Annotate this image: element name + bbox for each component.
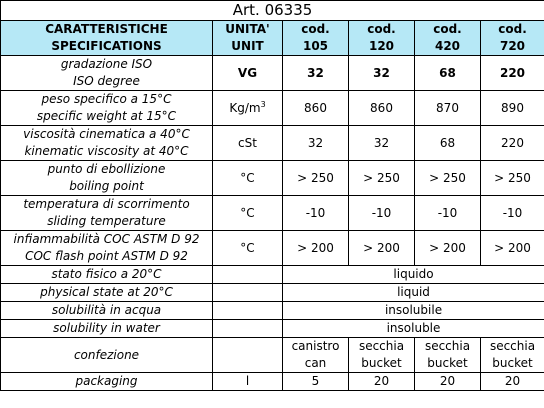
packaging-type-en: can bbox=[283, 355, 349, 373]
grade-value: 220 bbox=[481, 56, 544, 91]
header-code-number: 105 bbox=[283, 38, 349, 56]
packaging-type-it: secchia bbox=[349, 338, 415, 356]
boiling-value: > 250 bbox=[349, 161, 415, 196]
packaging-quantity: 5 bbox=[283, 373, 349, 391]
header-code-label: cod. bbox=[481, 21, 544, 39]
density-value: 890 bbox=[481, 91, 544, 126]
packaging-type-en: bucket bbox=[349, 355, 415, 373]
sliding-value: -10 bbox=[283, 196, 349, 231]
flash-value: > 200 bbox=[283, 231, 349, 266]
sliding-label-en: sliding temperature bbox=[1, 213, 213, 231]
solubility-value-en: insoluble bbox=[283, 320, 544, 338]
header-code-number: 420 bbox=[415, 38, 481, 56]
header-code-number: 720 bbox=[481, 38, 544, 56]
article-title: Art. 06335 bbox=[1, 1, 544, 21]
physical-unit-empty bbox=[213, 284, 283, 302]
solubility-label-en: solubility in water bbox=[1, 320, 213, 338]
flash-value: > 200 bbox=[481, 231, 544, 266]
grade-value: 32 bbox=[349, 56, 415, 91]
packaging-quantity: 20 bbox=[481, 373, 544, 391]
grade-unit: VG bbox=[213, 56, 283, 91]
density-unit-base: Kg/m bbox=[229, 100, 261, 115]
density-value: 870 bbox=[415, 91, 481, 126]
flash-value: > 200 bbox=[415, 231, 481, 266]
packaging-quantity: 20 bbox=[349, 373, 415, 391]
packaging-label-en: packaging bbox=[1, 373, 213, 391]
packaging-type-en: bucket bbox=[415, 355, 481, 373]
boiling-label-it: punto di ebollizione bbox=[1, 161, 213, 179]
solubility-label-it: solubilità in acqua bbox=[1, 302, 213, 320]
viscosity-value: 32 bbox=[283, 126, 349, 161]
sliding-label-it: temperatura di scorrimento bbox=[1, 196, 213, 214]
grade-value: 32 bbox=[283, 56, 349, 91]
header-spec-en: SPECIFICATIONS bbox=[1, 38, 213, 56]
header-spec-it: CARATTERISTICHE bbox=[1, 21, 213, 39]
header-unit-en: UNIT bbox=[213, 38, 283, 56]
density-value: 860 bbox=[283, 91, 349, 126]
packaging-label-it: confezione bbox=[1, 338, 213, 373]
viscosity-label-it: viscosità cinematica a 40°C bbox=[1, 126, 213, 144]
grade-value: 68 bbox=[415, 56, 481, 91]
physical-unit-empty bbox=[213, 266, 283, 284]
density-label-it: peso specifico a 15°C bbox=[1, 91, 213, 109]
flash-label-en: COC flash point ASTM D 92 bbox=[1, 248, 213, 266]
header-code-label: cod. bbox=[283, 21, 349, 39]
viscosity-value: 68 bbox=[415, 126, 481, 161]
sliding-unit: °C bbox=[213, 196, 283, 231]
viscosity-label-en: kinematic viscosity at 40°C bbox=[1, 143, 213, 161]
packaging-quantity: 20 bbox=[415, 373, 481, 391]
flash-value: > 200 bbox=[349, 231, 415, 266]
boiling-unit: °C bbox=[213, 161, 283, 196]
flash-label-it: infiammabilità COC ASTM D 92 bbox=[1, 231, 213, 249]
packaging-unit-empty bbox=[213, 338, 283, 373]
density-value: 860 bbox=[349, 91, 415, 126]
grade-label-it: gradazione ISO bbox=[1, 56, 213, 74]
density-label-en: specific weight at 15°C bbox=[1, 108, 213, 126]
boiling-value: > 250 bbox=[415, 161, 481, 196]
density-unit bbox=[213, 91, 283, 126]
header-unit-it: UNITA' bbox=[213, 21, 283, 39]
packaging-unit: l bbox=[213, 373, 283, 391]
solubility-unit-empty bbox=[213, 302, 283, 320]
sliding-value: -10 bbox=[349, 196, 415, 231]
density-unit-exponent: 3 bbox=[260, 99, 266, 109]
physical-label-en: physical state at 20°C bbox=[1, 284, 213, 302]
solubility-value-it: insolubile bbox=[283, 302, 544, 320]
header-code-label: cod. bbox=[349, 21, 415, 39]
packaging-type-it: secchia bbox=[415, 338, 481, 356]
grade-label-en: ISO degree bbox=[1, 73, 213, 91]
solubility-unit-empty bbox=[213, 320, 283, 338]
sliding-value: -10 bbox=[481, 196, 544, 231]
sliding-value: -10 bbox=[415, 196, 481, 231]
viscosity-value: 220 bbox=[481, 126, 544, 161]
flash-unit: °C bbox=[213, 231, 283, 266]
packaging-type-it: canistro bbox=[283, 338, 349, 356]
header-code-number: 120 bbox=[349, 38, 415, 56]
physical-value-en: liquid bbox=[283, 284, 544, 302]
physical-label-it: stato fisico a 20°C bbox=[1, 266, 213, 284]
viscosity-unit: cSt bbox=[213, 126, 283, 161]
header-code-label: cod. bbox=[415, 21, 481, 39]
packaging-type-en: bucket bbox=[481, 355, 544, 373]
boiling-value: > 250 bbox=[481, 161, 544, 196]
physical-value-it: liquido bbox=[283, 266, 544, 284]
boiling-label-en: boiling point bbox=[1, 178, 213, 196]
packaging-type-it: secchia bbox=[481, 338, 544, 356]
boiling-value: > 250 bbox=[283, 161, 349, 196]
viscosity-value: 32 bbox=[349, 126, 415, 161]
